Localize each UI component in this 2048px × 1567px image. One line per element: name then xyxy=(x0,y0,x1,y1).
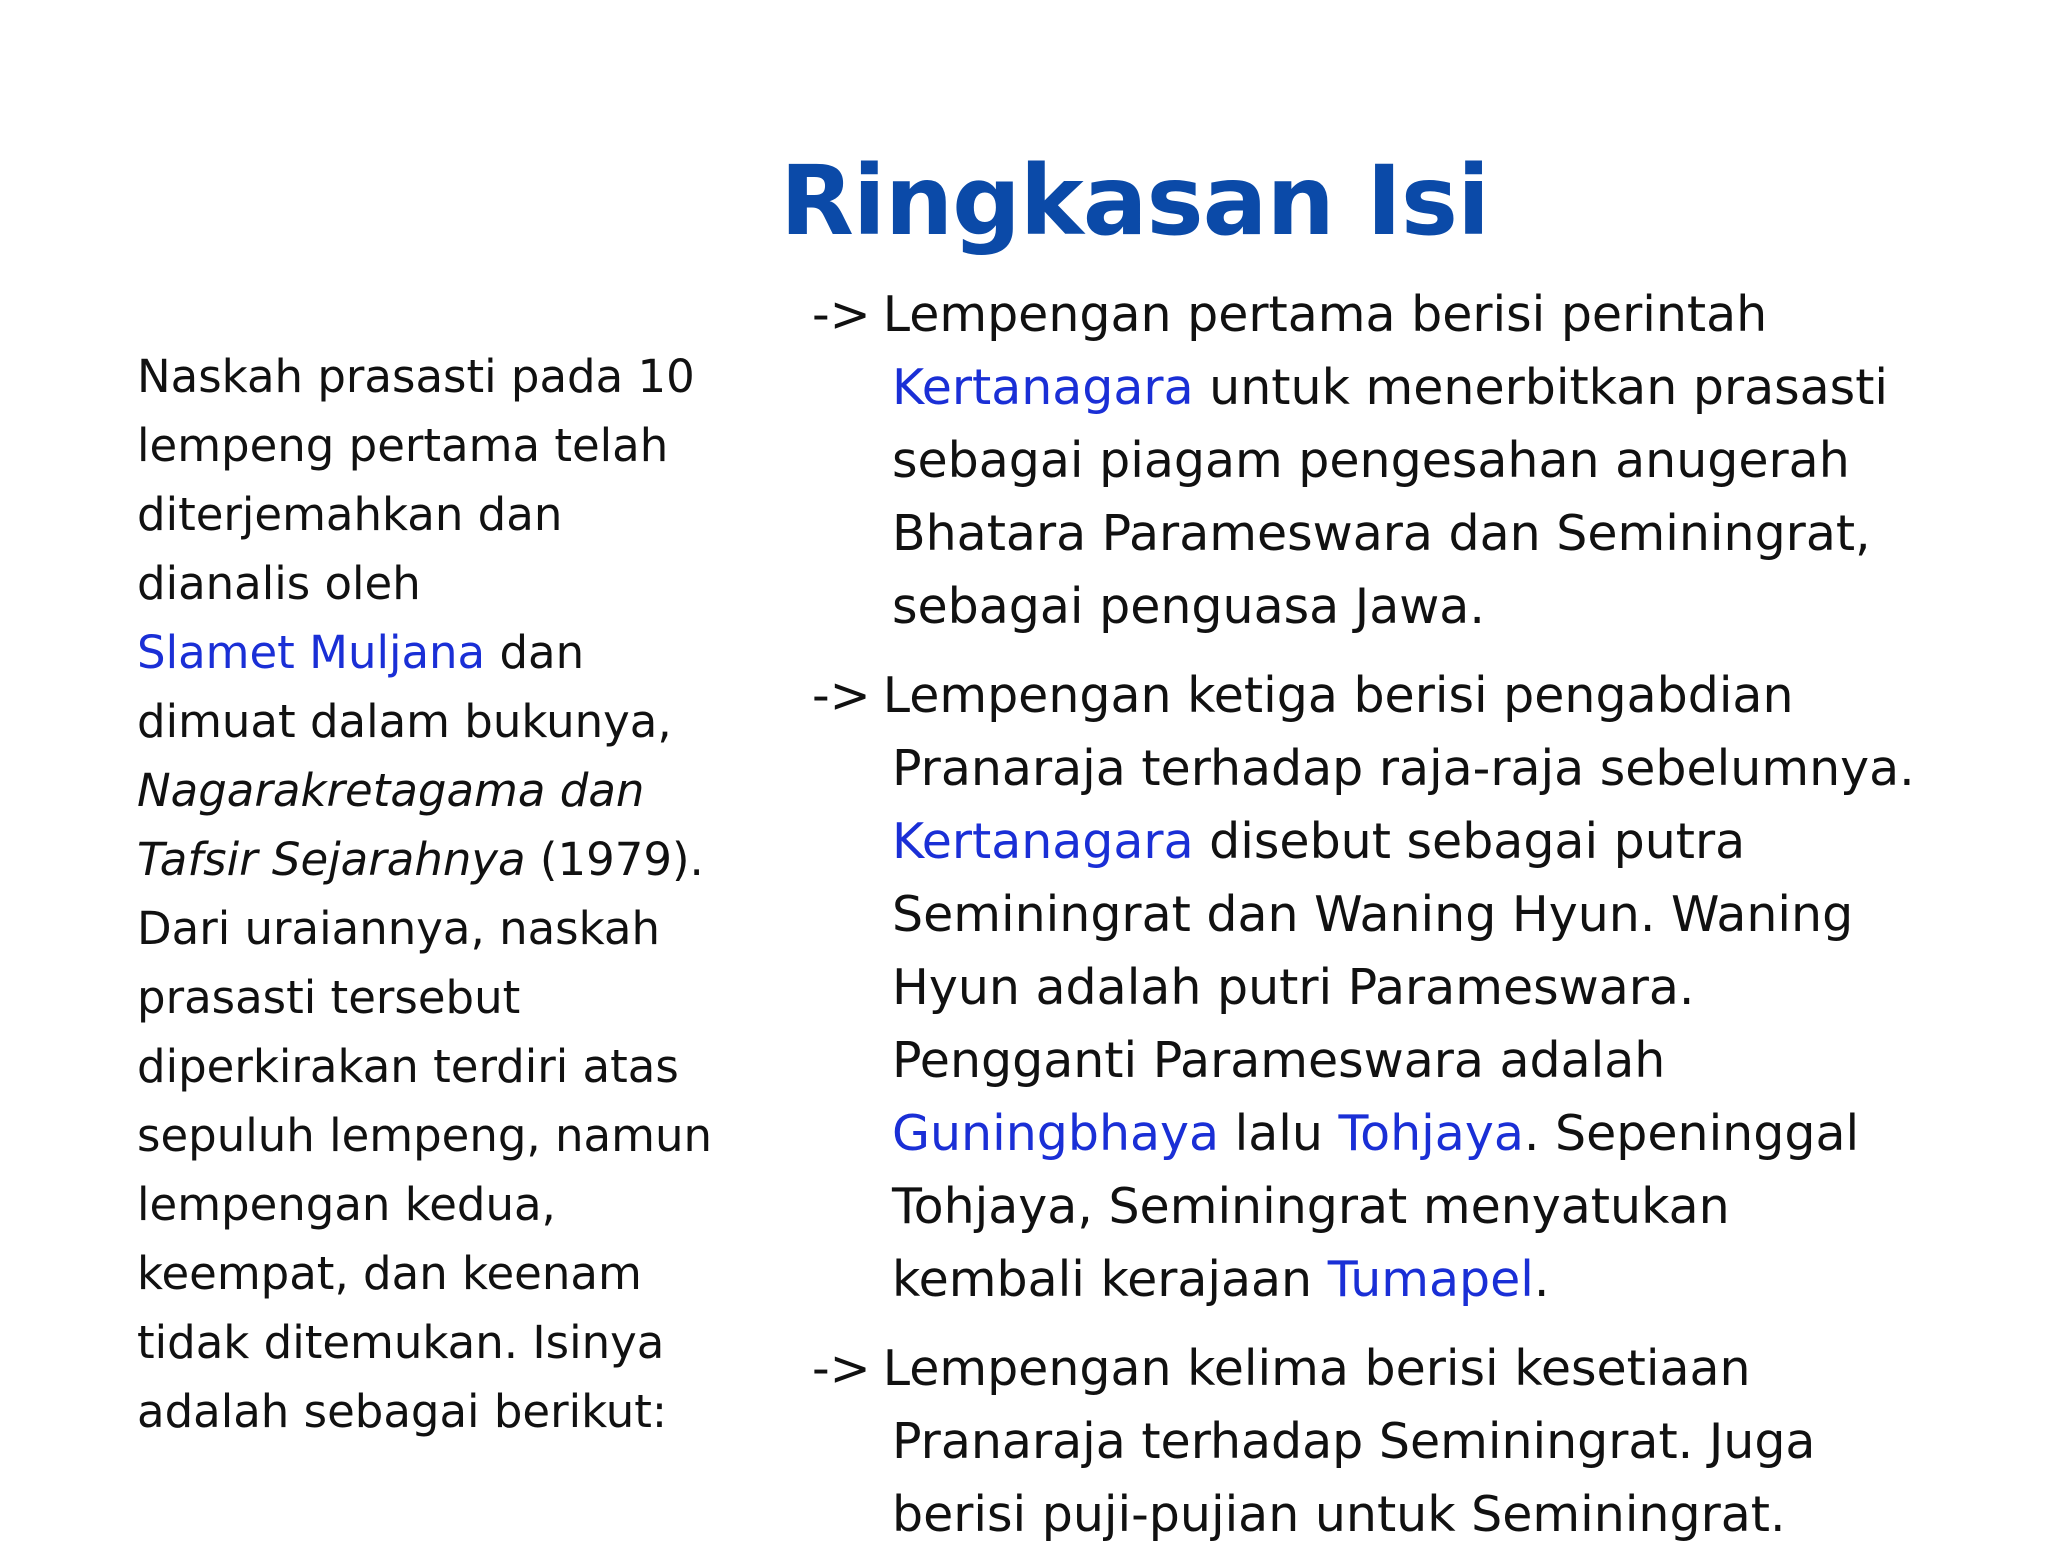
item-text: untuk menerbitkan prasasti xyxy=(1193,359,1889,416)
intro-paragraph xyxy=(137,342,757,1446)
intro-line: adalah sebagai berikut: xyxy=(137,1385,668,1438)
kertanagara-link[interactable]: Kertanagara xyxy=(892,813,1194,870)
item-text: kembali kerajaan xyxy=(892,1251,1328,1308)
intro-line xyxy=(137,825,757,894)
item-text: sebagai piagam pengesahan anugerah xyxy=(892,432,1850,489)
slamet-muljana-link[interactable]: Slamet Muljana xyxy=(137,626,486,679)
item-text: sebagai penguasa Jawa. xyxy=(892,578,1485,635)
item-text: disebut sebagai putra xyxy=(1193,813,1746,870)
item-text: Pranaraja terhadap Seminingrat. Juga xyxy=(892,1413,1816,1470)
intro-line xyxy=(137,618,757,687)
item-text: Lempengan pertama berisi perintah xyxy=(882,286,1768,343)
intro-text: dan xyxy=(485,626,585,679)
item-text: Bhatara Parameswara dan Seminingrat, xyxy=(892,505,1871,562)
intro-line: diterjemahkan dan xyxy=(137,488,563,541)
list-item-first-plate xyxy=(812,278,2012,643)
intro-line: lempengan kedua, xyxy=(137,1178,556,1231)
book-title-text: Tafsir Sejarahnya xyxy=(137,833,526,886)
tumapel-link[interactable]: Tumapel xyxy=(1327,1251,1534,1308)
list-item-third-plate xyxy=(812,659,2012,1316)
item-text: Tohjaya, Seminingrat menyatukan xyxy=(892,1178,1730,1235)
item-text: Lempengan kelima berisi kesetiaan xyxy=(882,1340,1751,1397)
item-text: Hyun adalah putri Parameswara. xyxy=(892,959,1695,1016)
slide-title: Ringkasan Isi xyxy=(780,145,1489,257)
guningbhaya-link[interactable]: Guningbhaya xyxy=(892,1105,1220,1162)
item-text: . xyxy=(1533,1251,1550,1308)
intro-text: (1979). xyxy=(525,833,704,886)
intro-line: lempeng pertama telah xyxy=(137,419,669,472)
summary-list xyxy=(812,278,2012,1567)
list-item-fifth-plate xyxy=(812,1332,2012,1551)
intro-line: keempat, dan keenam xyxy=(137,1247,642,1300)
intro-line: Dari uraiannya, naskah xyxy=(137,902,660,955)
item-text: Seminingrat dan Waning Hyun. Waning xyxy=(892,886,1854,943)
intro-line: dianalis oleh xyxy=(137,557,421,610)
kertanagara-link[interactable]: Kertanagara xyxy=(892,359,1194,416)
item-text: . Sepeninggal xyxy=(1523,1105,1860,1162)
tohjaya-link[interactable]: Tohjaya xyxy=(1338,1105,1524,1162)
intro-line: prasasti tersebut xyxy=(137,971,521,1024)
arrow-bullet: -> xyxy=(812,667,871,724)
item-text: berisi puji-pujian untuk Seminingrat. xyxy=(892,1486,1786,1543)
intro-line: Naskah prasasti pada 10 xyxy=(137,350,695,403)
item-text: Lempengan ketiga berisi pengabdian xyxy=(882,667,1794,724)
arrow-bullet: -> xyxy=(812,1340,871,1397)
item-text: Pranaraja terhadap raja-raja sebelumnya. xyxy=(892,740,1915,797)
intro-line: diperkirakan terdiri atas xyxy=(137,1040,679,1093)
intro-line: tidak ditemukan. Isinya xyxy=(137,1316,665,1369)
arrow-bullet: -> xyxy=(812,286,871,343)
item-text: lalu xyxy=(1219,1105,1339,1162)
item-text: Pengganti Parameswara adalah xyxy=(892,1032,1666,1089)
intro-line: sepuluh lempeng, namun xyxy=(137,1109,713,1162)
book-title-line: Nagarakretagama dan xyxy=(137,764,645,817)
intro-line: dimuat dalam bukunya, xyxy=(137,695,672,748)
